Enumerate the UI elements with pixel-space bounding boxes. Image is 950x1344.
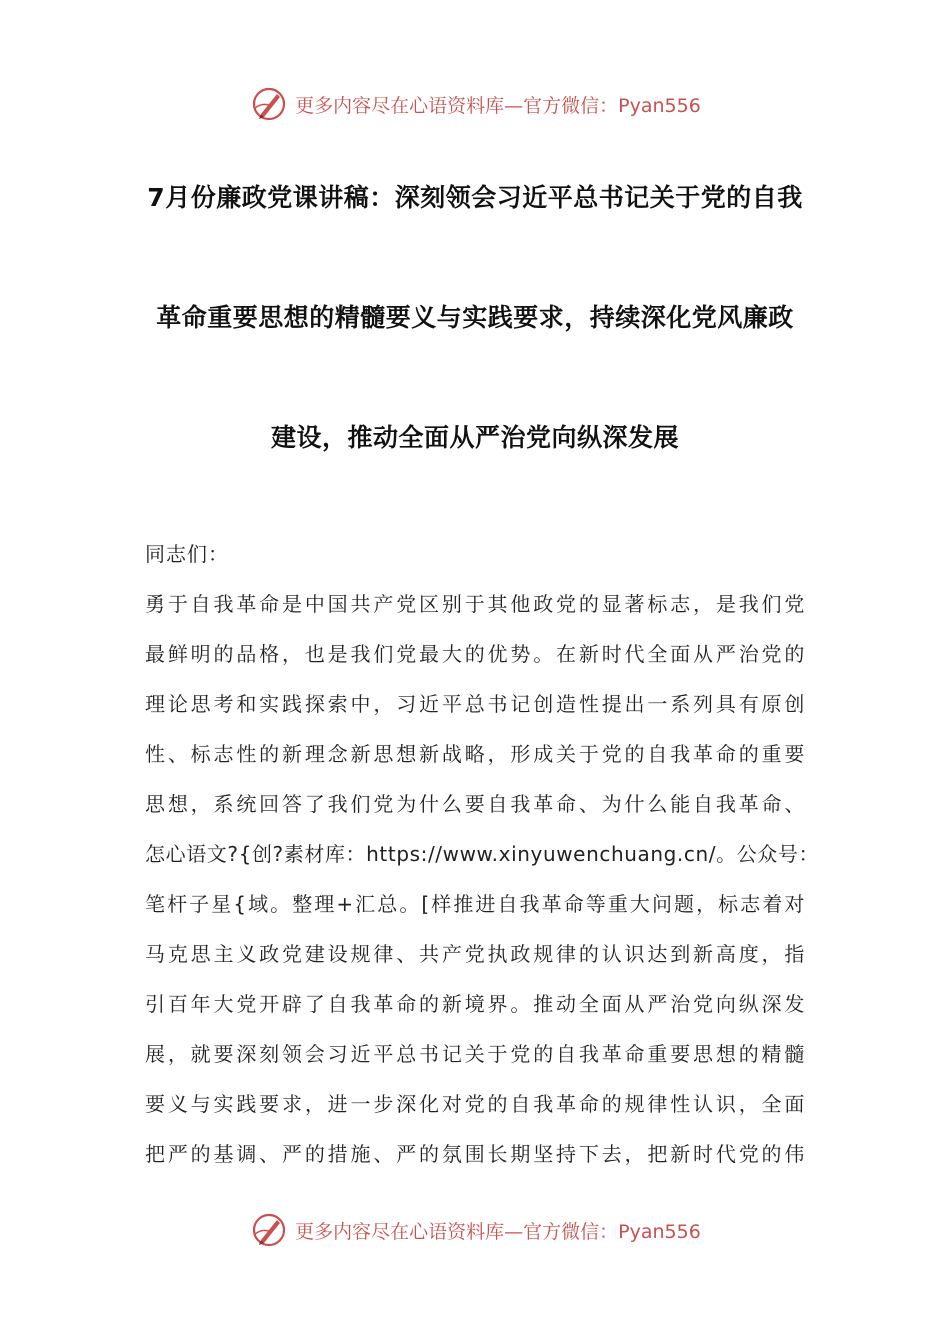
header-banner-text: 更多内容尽在心语资料库—官方微信：Pyan556 [295,94,701,117]
body-line: 把严的基调、严的措施、严的氛围长期坚持下去，把新时代党的伟 [145,1142,805,1166]
pen-logo-icon [249,1210,289,1250]
body-line: 要义与实践要求，进一步深化对党的自我革命的规律性认识，全面 [145,1092,805,1116]
body-line: 勇于自我革命是中国共产党区别于其他政党的显著标志，是我们党 [145,592,805,616]
document-title-line-3: 建设，推动全面从严治党向纵深发展 [270,423,679,452]
salutation: 同志们： [145,542,229,566]
body-line: 马克思主义政党建设规律、共产党执政规律的认识达到新高度，指 [145,942,805,966]
body-line: 思想，系统回答了我们党为什么要自我革命、为什么能自我革命、 [145,792,805,816]
body-line: 性、标志性的新理念新思想新战略，形成关于党的自我革命的重要 [145,742,805,766]
pen-logo-icon [249,84,289,124]
footer-banner [0,1208,950,1252]
footer-banner-handle: Pyan556 [618,1220,701,1243]
body-line: 展，就要深刻领会习近平总书记关于党的自我革命重要思想的精髓 [145,1042,805,1066]
header-banner-handle: Pyan556 [618,94,701,117]
body-line: 理论思考和实践探索中，习近平总书记创造性提出一系列具有原创 [145,692,805,716]
header-banner [0,82,950,126]
body-line: 怎心语文?{创?素材库：https://www.xinyuwenchuang.cn/。公众号： [145,842,820,866]
body-line: 笔杆子星{域。整理+汇总。[样推进自我革命等重大问题，标志着对 [145,892,805,916]
body-line: 最鲜明的品格，也是我们党最大的优势。在新时代全面从严治党的 [145,642,805,666]
document-title-line-2: 革命重要思想的精髓要义与实践要求，持续深化党风廉政 [156,303,794,332]
body-line: 引百年大党开辟了自我革命的新境界。推动全面从严治党向纵深发 [145,992,805,1016]
footer-banner-text: 更多内容尽在心语资料库—官方微信：Pyan556 [295,1220,701,1243]
document-title-line-1: 7月份廉政党课讲稿：深刻领会习近平总书记关于党的自我 [147,183,803,212]
